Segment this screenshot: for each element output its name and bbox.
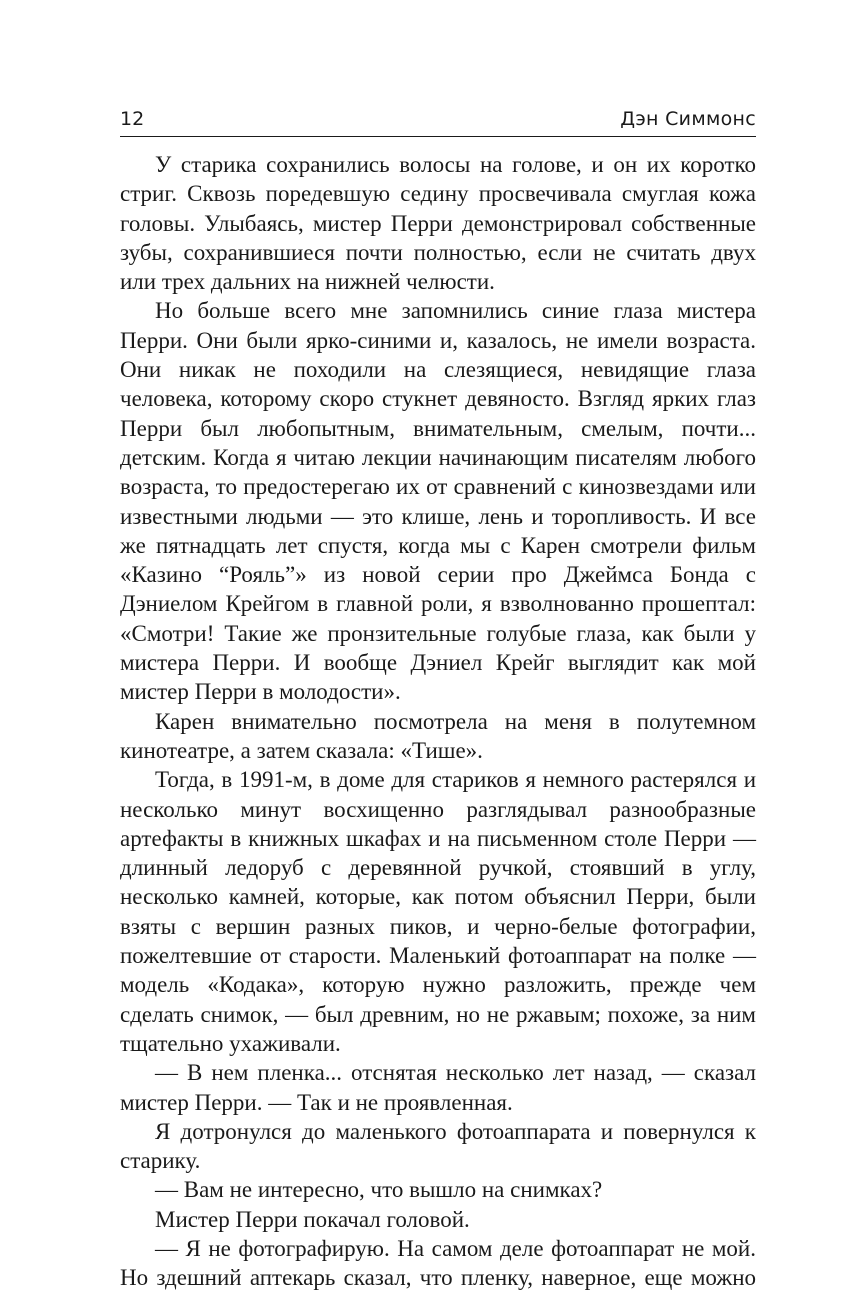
running-title: Дэн Симмонс <box>620 108 756 130</box>
paragraph: Я дотронулся до маленького фотоаппарата и повернулся к старику. <box>120 1118 756 1174</box>
paragraph: Карен внимательно посмотрела на меня в полутемном кинотеатре, а затем сказала: «Тише». <box>120 708 756 763</box>
paragraph: Тогда, в 1991-м, в доме для стариков я немного растерялся и несколько минут восхищенно разглядывал разнообразные артефакты в книжных шкафах и на письменном столе Перри — длинный ледоруб с деревянной ручкой, стоявший в углу, несколько камней, которые, как потом объяснил Перри, были взяты с вершин разных пиков, и черно-белые фотографии, пожелтевшие от старости. Маленький фотоаппарат на полке — модель «Кодака», которую нужно разложить, прежде чем сделать снимок, — был древним, но не ржавым; похоже, за ним тщательно ухаживали. <box>120 767 756 1056</box>
paragraph: Мистер Перри покачал головой. <box>155 1206 470 1232</box>
paragraph: Но больше всего мне запомнились синие глаза мистера Перри. Они были ярко-синими и, казалось, не имели возраста. Они никак не походили на слезящиеся, невидящие глаза человека, которому скоро стукнет девяносто. Взгляд ярких глаз Перри был любопытным, внимательным, смелым, почти... детским. Когда я читаю лекции начинающим писателям любого возраста, то предостерегаю их от сравнений с кинозвездами или известными людьми — это клише, лень и торопливость. И все же пятнадцать лет спустя, когда мы с Карен смотрели фильм «Казино “Рояль”» из новой серии про Джеймса Бонда с Дэниелом Крейгом в главной роли, я взволнованно прошептал: «Смотри! Такие же пронзительные голубые глаза, как были у мистера Перри. И вообще Дэниел Крейг выглядит как мой мистер Перри в молодости». <box>120 298 756 705</box>
paragraph: У старика сохранились волосы на голове, и он их коротко стриг. Сквозь поредевшую седину просвечивала смуглая кожа головы. Улыбаясь, мистер Перри демонстрировал собственные зубы, сохранившиеся почти полностью, если не считать двух или трех дальних на нижней челюсти. <box>120 152 756 295</box>
page-body <box>120 150 756 1293</box>
paragraph: — В нем пленка... отснятая несколько лет назад, — сказал мистер Перри. — Так и не проявленная. <box>120 1060 756 1115</box>
page-number: 12 <box>120 108 145 130</box>
paragraph-continued: — Я не фотографирую. На самом деле фотоаппарат не мой. Но здешний аптекарь сказал, что пленку, наверное, еще можно <box>120 1235 756 1291</box>
page-header <box>120 106 756 137</box>
paragraph: — Вам не интересно, что вышло на снимках? <box>155 1177 603 1203</box>
